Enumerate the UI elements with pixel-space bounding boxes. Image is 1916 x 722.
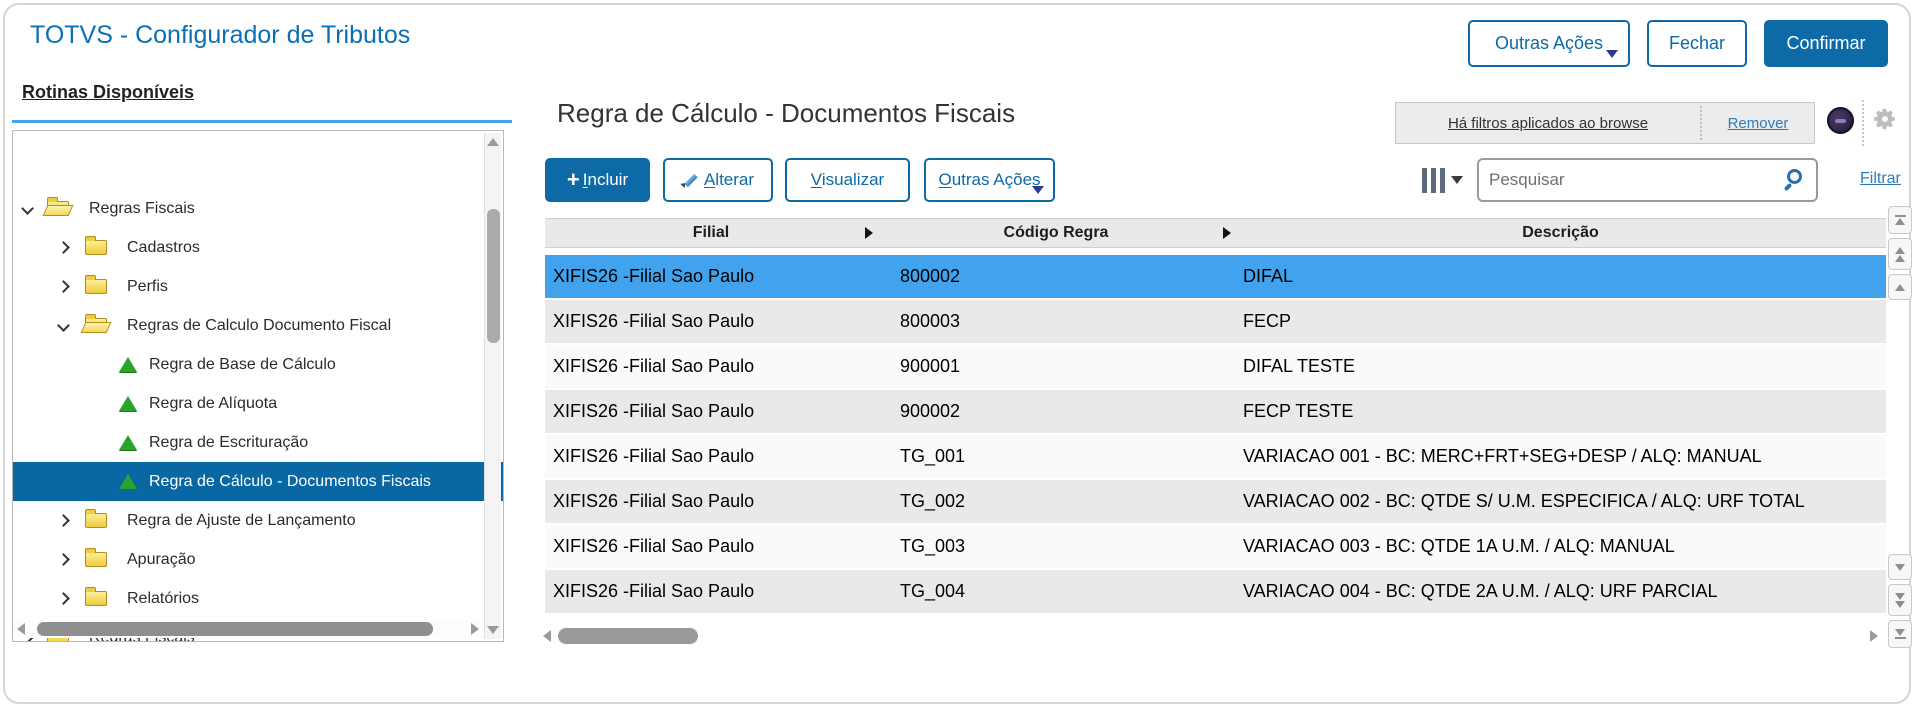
tree-item-regras-de-calculo-documento-fiscal[interactable] — [13, 306, 503, 345]
fechar-label: Fechar — [1668, 33, 1726, 53]
table-row-800002[interactable] — [545, 255, 1886, 300]
routine-icon — [119, 396, 137, 411]
column-arrow-icon[interactable] — [1223, 227, 1231, 239]
chevron-down-icon — [1032, 186, 1044, 194]
scroll-down-icon[interactable] — [487, 626, 499, 634]
grid-scroll-left-icon[interactable] — [543, 630, 551, 642]
column-header-codigo-regra[interactable]: Código Regra — [877, 219, 1235, 247]
tree-item-regras-fiscais[interactable] — [13, 189, 503, 228]
filtrar-link[interactable]: Filtrar — [1860, 170, 1901, 187]
confirmar-button[interactable] — [1764, 20, 1888, 67]
routine-icon — [119, 474, 137, 489]
table-row-tg_003[interactable] — [545, 525, 1886, 570]
toolbar-button-outras-a-es[interactable] — [924, 158, 1055, 202]
chevron-right-icon[interactable] — [57, 241, 70, 254]
toolbar-button-incluir[interactable]: + Incluir — [545, 158, 650, 202]
cell-filial: XIFIS26 -Filial Sao Paulo — [553, 446, 755, 466]
cell-descricao: FECP TESTE — [1243, 401, 1354, 421]
search-box — [1477, 158, 1818, 202]
cell-descricao: VARIACAO 003 - BC: QTDE 1A U.M. / ALQ: MANUAL — [1243, 536, 1675, 556]
tree-item-label: Cadastros — [127, 238, 200, 256]
routine-title: Regra de Cálculo - Documentos Fiscais — [557, 98, 1016, 128]
routine-icon — [119, 435, 137, 450]
grid-header — [545, 218, 1886, 248]
columns-icon[interactable] — [1422, 163, 1474, 197]
folder-icon — [85, 279, 107, 294]
gear-icon[interactable] — [1872, 106, 1898, 132]
cell-descricao: FECP — [1243, 311, 1292, 331]
cell-codigo-regra: 900002 — [900, 401, 961, 421]
cell-descricao: VARIACAO 004 - BC: QTDE 2A U.M. / ALQ: URF PARCIAL — [1243, 581, 1718, 601]
tree-item-cadastros[interactable] — [13, 228, 503, 267]
grid-body — [545, 255, 1886, 615]
column-header-descricao[interactable]: Descrição — [1522, 224, 1599, 241]
tree-item-label: Relatórios — [127, 589, 200, 607]
remover-link[interactable]: Remover — [1727, 114, 1789, 132]
scroll-down-button[interactable] — [1888, 554, 1912, 580]
cell-codigo-regra: 800002 — [900, 266, 961, 286]
chevron-right-icon[interactable] — [57, 514, 70, 527]
cell-descricao: DIFAL TESTE — [1243, 356, 1356, 376]
grid-toolbar — [545, 158, 1055, 202]
magnifier-icon[interactable] — [1787, 169, 1802, 184]
tree-vertical-scrollbar[interactable] — [484, 133, 501, 639]
toolbar-button-alterar[interactable] — [663, 158, 773, 202]
tree-item-regra-de-c-lculo-documentos-fiscais[interactable] — [13, 462, 503, 501]
cell-codigo-regra: TG_003 — [900, 536, 966, 556]
outras-acoes-header-label: Outras Ações — [1494, 33, 1604, 53]
tree-item-label: Regra de Base de Cálculo — [149, 355, 336, 373]
toolbar-button-label: Visualizar — [810, 170, 885, 189]
tree-item-label: Regras Fiscais — [89, 199, 195, 217]
tree-item-regra-de-al-quota[interactable] — [13, 384, 503, 423]
cell-descricao: DIFAL — [1243, 266, 1294, 286]
cell-filial: XIFIS26 -Filial Sao Paulo — [553, 266, 755, 286]
chevron-right-icon[interactable] — [57, 553, 70, 566]
folder-open-icon — [85, 318, 107, 333]
tree-hscroll-thumb[interactable] — [37, 622, 433, 636]
page-down-button[interactable] — [1888, 584, 1912, 616]
toolbar-button-label: Alterar — [703, 170, 755, 189]
folder-icon — [85, 240, 107, 255]
filter-notice-text: Há filtros aplicados ao browse — [1447, 114, 1649, 132]
page-up-button[interactable] — [1888, 238, 1912, 270]
grid-scroll-right-icon[interactable] — [1870, 630, 1878, 642]
folder-icon — [85, 552, 107, 567]
cell-filial: XIFIS26 -Filial Sao Paulo — [553, 491, 755, 511]
tree-item-label: Regra de Ajuste de Lançamento — [127, 511, 356, 529]
scroll-up-button[interactable] — [1888, 274, 1912, 300]
scroll-to-top-button[interactable] — [1888, 206, 1912, 234]
cell-codigo-regra: TG_002 — [900, 491, 966, 511]
folder-open-icon — [47, 201, 69, 216]
cell-filial: XIFIS26 -Filial Sao Paulo — [553, 401, 755, 421]
carol-circle-icon[interactable] — [1827, 107, 1854, 134]
scroll-right-icon[interactable] — [471, 623, 479, 635]
search-input[interactable] — [1489, 160, 1779, 200]
cell-codigo-regra: 900001 — [900, 356, 961, 376]
tree-item-regra-de-ajuste-de-lan-amento[interactable] — [13, 501, 503, 540]
tree-item-apura-o[interactable] — [13, 540, 503, 579]
tree-item-regra-de-escritura-o[interactable] — [13, 423, 503, 462]
tree-item-perfis[interactable] — [13, 267, 503, 306]
column-arrow-icon[interactable] — [865, 227, 873, 239]
table-row-900002[interactable] — [545, 390, 1886, 435]
cell-codigo-regra: TG_001 — [900, 446, 966, 466]
tree-item-label: Regra de Cálculo - Documentos Fiscais — [149, 472, 431, 490]
chevron-right-icon[interactable] — [57, 280, 70, 293]
chevron-down-icon — [1606, 50, 1618, 58]
tree-item-relat-rios[interactable] — [13, 579, 503, 618]
toolbar-button-visualizar[interactable] — [785, 158, 910, 202]
page-title: TOTVS - Configurador de Tributos — [30, 21, 411, 49]
chevron-right-icon[interactable] — [57, 592, 70, 605]
sidebar-divider — [12, 120, 512, 123]
tree-horizontal-scrollbar[interactable] — [15, 620, 483, 638]
tree-item-label: Apuração — [127, 550, 196, 568]
tree-item-label: Regras de Calculo Documento Fiscal — [127, 316, 392, 334]
grid-hscroll-thumb[interactable] — [558, 628, 698, 644]
tree-item-regra-de-base-de-c-lculo[interactable] — [13, 345, 503, 384]
cell-codigo-regra: 800003 — [900, 311, 961, 331]
routine-tree-panel — [12, 130, 504, 642]
scroll-up-icon[interactable] — [487, 138, 499, 146]
confirmar-label: Confirmar — [1786, 33, 1866, 53]
folder-icon — [85, 513, 107, 528]
column-header-filial[interactable]: Filial — [545, 219, 877, 247]
toolbar-button-label: Incluir — [582, 170, 629, 189]
table-row-800003[interactable] — [545, 300, 1886, 345]
sidebar-title: Rotinas Disponíveis — [22, 82, 195, 102]
pencil-icon — [682, 172, 699, 188]
header-dotted-divider — [1862, 100, 1864, 146]
filter-applied-notice — [1395, 102, 1815, 144]
tree-item-label: Regra de Alíquota — [149, 394, 278, 412]
outras-acoes-header-button[interactable] — [1468, 20, 1630, 67]
scroll-left-icon[interactable] — [17, 623, 25, 635]
table-row-tg_001[interactable] — [545, 435, 1886, 480]
fechar-button[interactable] — [1647, 20, 1747, 67]
cell-codigo-regra: TG_004 — [900, 581, 966, 601]
cell-descricao: VARIACAO 002 - BC: QTDE S/ U.M. ESPECIFICA / ALQ: URF TOTAL — [1243, 491, 1805, 511]
table-row-900001[interactable] — [545, 345, 1886, 390]
cell-filial: XIFIS26 -Filial Sao Paulo — [553, 311, 755, 331]
tree-vscroll-thumb[interactable] — [487, 209, 500, 343]
folder-icon — [85, 591, 107, 606]
table-row-tg_004[interactable] — [545, 570, 1886, 615]
tree-item-label: Perfis — [127, 277, 168, 295]
cell-filial: XIFIS26 -Filial Sao Paulo — [553, 536, 755, 556]
scroll-to-bottom-button[interactable] — [1888, 620, 1912, 648]
chevron-down-icon — [1451, 176, 1463, 184]
table-row-tg_002[interactable] — [545, 480, 1886, 525]
tree-item-label: Regra de Escrituração — [149, 433, 309, 451]
cell-descricao: VARIACAO 001 - BC: MERC+FRT+SEG+DESP / ALQ: MANUAL — [1243, 446, 1762, 466]
cell-filial: XIFIS26 -Filial Sao Paulo — [553, 356, 755, 376]
cell-filial: XIFIS26 -Filial Sao Paulo — [553, 581, 755, 601]
toolbar-button-label: Outras Ações — [938, 170, 1041, 189]
chevron-down-icon[interactable] — [21, 202, 34, 215]
chevron-down-icon[interactable] — [57, 319, 70, 332]
routine-icon — [119, 357, 137, 372]
